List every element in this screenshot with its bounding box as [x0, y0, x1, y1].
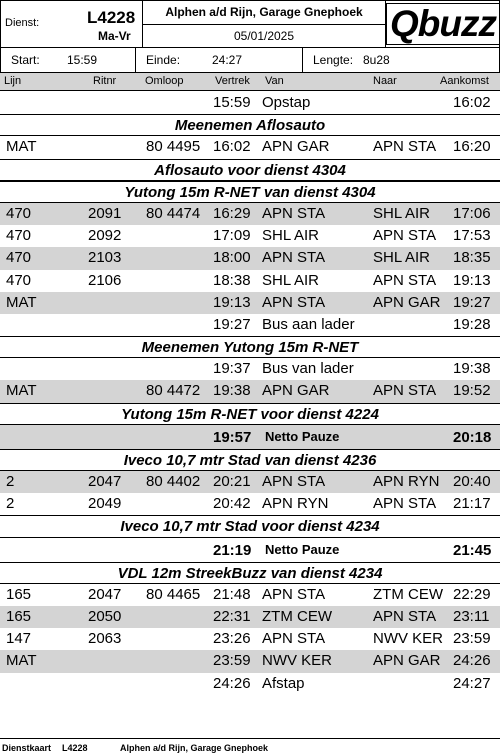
cell-van: Bus aan lader [262, 315, 355, 333]
cell-aankomst: 21:45 [453, 541, 492, 559]
cell-van: Afstap [262, 674, 305, 692]
table-row [0, 380, 500, 402]
cell-naar: APN GAR [373, 652, 441, 670]
table-row [0, 314, 500, 336]
cell-ritnr: 2050 [88, 607, 122, 625]
pause-row [0, 425, 500, 449]
cell-ritnr: 2049 [88, 495, 122, 513]
cell-van: NWV KER [262, 652, 333, 670]
table-row [0, 628, 500, 650]
section-header [0, 336, 500, 358]
section-header [0, 562, 500, 584]
cell-lijn: 470 [6, 271, 32, 289]
qbuzz-logo [386, 1, 499, 48]
cell-omloop: 80 4402 [146, 473, 201, 490]
cell-vertrek: 24:26 [213, 674, 251, 692]
qbuzz-logo-text: Qbuzz [386, 3, 500, 45]
cell-omloop: 80 4495 [146, 138, 201, 156]
col-van: Van [265, 75, 284, 87]
section-title: Meenemen Aflosauto [174, 117, 326, 135]
table-row [0, 471, 500, 493]
cell-naar: APN STA [373, 138, 437, 156]
col-ritnr: Ritnr [93, 75, 117, 87]
cell-van: APN STA [262, 204, 326, 222]
einde-label: Einde: [146, 53, 181, 67]
table-row [0, 606, 500, 628]
cell-naar: SHL AIR [373, 249, 430, 267]
table-row [0, 292, 500, 314]
cell-vertrek: 18:00 [213, 249, 251, 267]
cell-naar: APN RYN [373, 473, 440, 490]
dienst-header [0, 0, 500, 73]
cell-aankomst: 23:59 [453, 630, 491, 648]
einde-value: 24:27 [212, 53, 243, 67]
footer [0, 738, 500, 756]
cell-omloop: 80 4474 [146, 204, 201, 222]
cell-lijn: MAT [6, 382, 37, 400]
cell-vertrek: 19:38 [213, 382, 251, 400]
cell-ritnr: 2091 [88, 204, 122, 222]
table-row [0, 92, 500, 114]
cell-van: ZTM CEW [262, 607, 332, 625]
cell-vertrek: 23:59 [213, 652, 251, 670]
cell-vertrek: 16:02 [213, 138, 251, 156]
cell-van: APN RYN [262, 495, 329, 513]
section-header [0, 159, 500, 181]
section-title: VDL 12m StreekBuzz van dienst 4234 [117, 564, 383, 582]
start-cell [1, 48, 136, 73]
cell-lijn: 2 [6, 495, 15, 513]
cell-aankomst: 19:28 [453, 315, 491, 333]
cell-van: Netto Pauze [265, 541, 340, 557]
col-lijn: Lijn [4, 75, 22, 87]
cell-van: APN STA [262, 585, 326, 603]
cell-lijn: 2 [6, 473, 15, 490]
cell-vertrek: 19:27 [213, 315, 251, 333]
section-header [0, 403, 500, 425]
cell-aankomst: 19:27 [453, 293, 491, 311]
cell-naar: SHL AIR [373, 204, 430, 222]
table-row [0, 203, 500, 225]
cell-lijn: 470 [6, 204, 32, 222]
cell-naar: APN STA [373, 607, 437, 625]
table-row [0, 270, 500, 292]
cell-aankomst: 18:35 [453, 249, 491, 267]
cell-lijn: MAT [6, 652, 37, 670]
cell-naar: APN GAR [373, 293, 441, 311]
cell-lijn: MAT [6, 293, 37, 311]
cell-naar: ZTM CEW [373, 585, 443, 603]
cell-vertrek: 19:37 [213, 360, 251, 378]
cell-van: APN STA [262, 249, 326, 267]
cell-aankomst: 24:27 [453, 674, 491, 692]
footer-label: Dienstkaart [2, 743, 52, 753]
cell-ritnr: 2047 [88, 473, 122, 490]
section-title: Meenemen Yutong 15m R-NET [141, 339, 359, 357]
table-row [0, 584, 500, 606]
cell-van: APN STA [262, 473, 326, 490]
section-title: Yutong 15m R-NET voor dienst 4224 [121, 405, 379, 423]
cell-van: Netto Pauze [265, 428, 340, 444]
cell-aankomst: 17:06 [453, 204, 491, 222]
cell-van: APN STA [262, 293, 326, 311]
column-header [0, 73, 500, 91]
dienst-days: Ma-Vr [98, 29, 131, 43]
start-value: 15:59 [67, 53, 98, 67]
col-aankomst: Aankomst [440, 75, 489, 87]
dienst-date: 05/01/2025 [143, 25, 386, 48]
cell-vertrek: 21:48 [213, 585, 251, 603]
cell-ritnr: 2063 [88, 630, 122, 648]
table-row [0, 358, 500, 380]
cell-van: SHL AIR [262, 271, 319, 289]
cell-aankomst: 22:29 [453, 585, 491, 603]
cell-naar: NWV KER [373, 630, 444, 648]
cell-aankomst: 17:53 [453, 227, 491, 245]
cell-vertrek: 20:42 [213, 495, 251, 513]
footer-garage: Alphen a/d Rijn, Garage Gnephoek [120, 743, 269, 753]
lengte-cell [303, 48, 499, 73]
cell-vertrek: 22:31 [213, 607, 251, 625]
cell-naar: APN STA [373, 382, 437, 400]
section-title: Iveco 10,7 mtr Stad voor dienst 4234 [120, 518, 380, 536]
cell-aankomst: 20:40 [453, 473, 491, 490]
table-row [0, 650, 500, 672]
table-row [0, 493, 500, 515]
cell-aankomst: 20:18 [453, 428, 492, 446]
cell-aankomst: 16:02 [453, 94, 491, 111]
section-header [0, 181, 500, 203]
cell-ritnr: 2047 [88, 585, 122, 603]
dienst-number: L4228 [87, 8, 136, 27]
cell-omloop: 80 4465 [146, 585, 201, 603]
section-header [0, 114, 500, 136]
cell-van: SHL AIR [262, 227, 319, 245]
cell-van: Bus van lader [262, 360, 354, 378]
cell-van: Opstap [262, 94, 311, 111]
dienst-cell [1, 1, 143, 48]
cell-naar: APN STA [373, 495, 437, 513]
table-row [0, 136, 500, 158]
cell-lijn: 165 [6, 585, 32, 603]
cell-vertrek: 20:21 [213, 473, 251, 490]
cell-van: APN GAR [262, 138, 330, 156]
cell-naar: APN STA [373, 227, 437, 245]
cell-aankomst: 19:52 [453, 382, 491, 400]
cell-omloop: 80 4472 [146, 382, 201, 400]
cell-naar: APN STA [373, 271, 437, 289]
cell-lijn: 147 [6, 630, 32, 648]
cell-ritnr: 2092 [88, 227, 122, 245]
cell-lijn: MAT [6, 138, 37, 156]
section-header [0, 515, 500, 537]
table-row [0, 673, 500, 695]
cell-vertrek: 21:19 [213, 541, 252, 559]
start-label: Start: [11, 53, 40, 67]
cell-ritnr: 2103 [88, 249, 122, 267]
dienst-label: Dienst: [5, 17, 40, 29]
cell-aankomst: 19:13 [453, 271, 491, 289]
cell-aankomst: 24:26 [453, 652, 491, 670]
cell-vertrek: 15:59 [213, 94, 251, 111]
cell-aankomst: 23:11 [453, 607, 490, 625]
cell-aankomst: 19:38 [453, 360, 491, 378]
cell-aankomst: 21:17 [453, 495, 491, 513]
lengte-label: Lengte: [313, 53, 354, 67]
cell-vertrek: 18:38 [213, 271, 251, 289]
col-naar: Naar [373, 75, 397, 87]
cell-lijn: 470 [6, 249, 32, 267]
cell-vertrek: 19:13 [213, 293, 251, 311]
lengte-value: 8u28 [363, 53, 390, 67]
section-title: Yutong 15m R-NET van dienst 4304 [124, 183, 376, 201]
col-omloop: Omloop [145, 75, 184, 87]
cell-aankomst: 16:20 [453, 138, 491, 156]
col-vertrek: Vertrek [215, 75, 250, 87]
pause-row [0, 538, 500, 562]
cell-lijn: 470 [6, 227, 32, 245]
einde-cell [136, 48, 303, 73]
table-row [0, 247, 500, 269]
cell-vertrek: 19:57 [213, 428, 252, 446]
section-title: Aflosauto voor dienst 4304 [154, 161, 346, 179]
table-row [0, 225, 500, 247]
cell-van: APN STA [262, 630, 326, 648]
cell-lijn: 165 [6, 607, 32, 625]
cell-van: APN GAR [262, 382, 330, 400]
section-header [0, 449, 500, 471]
cell-vertrek: 16:29 [213, 204, 251, 222]
cell-ritnr: 2106 [88, 271, 122, 289]
cell-vertrek: 23:26 [213, 630, 251, 648]
cell-vertrek: 17:09 [213, 227, 251, 245]
section-title: Iveco 10,7 mtr Stad van dienst 4236 [123, 451, 377, 469]
garage-name: Alphen a/d Rijn, Garage Gnephoek [143, 1, 386, 25]
trip-table [0, 92, 500, 695]
footer-number: L4228 [62, 743, 88, 753]
